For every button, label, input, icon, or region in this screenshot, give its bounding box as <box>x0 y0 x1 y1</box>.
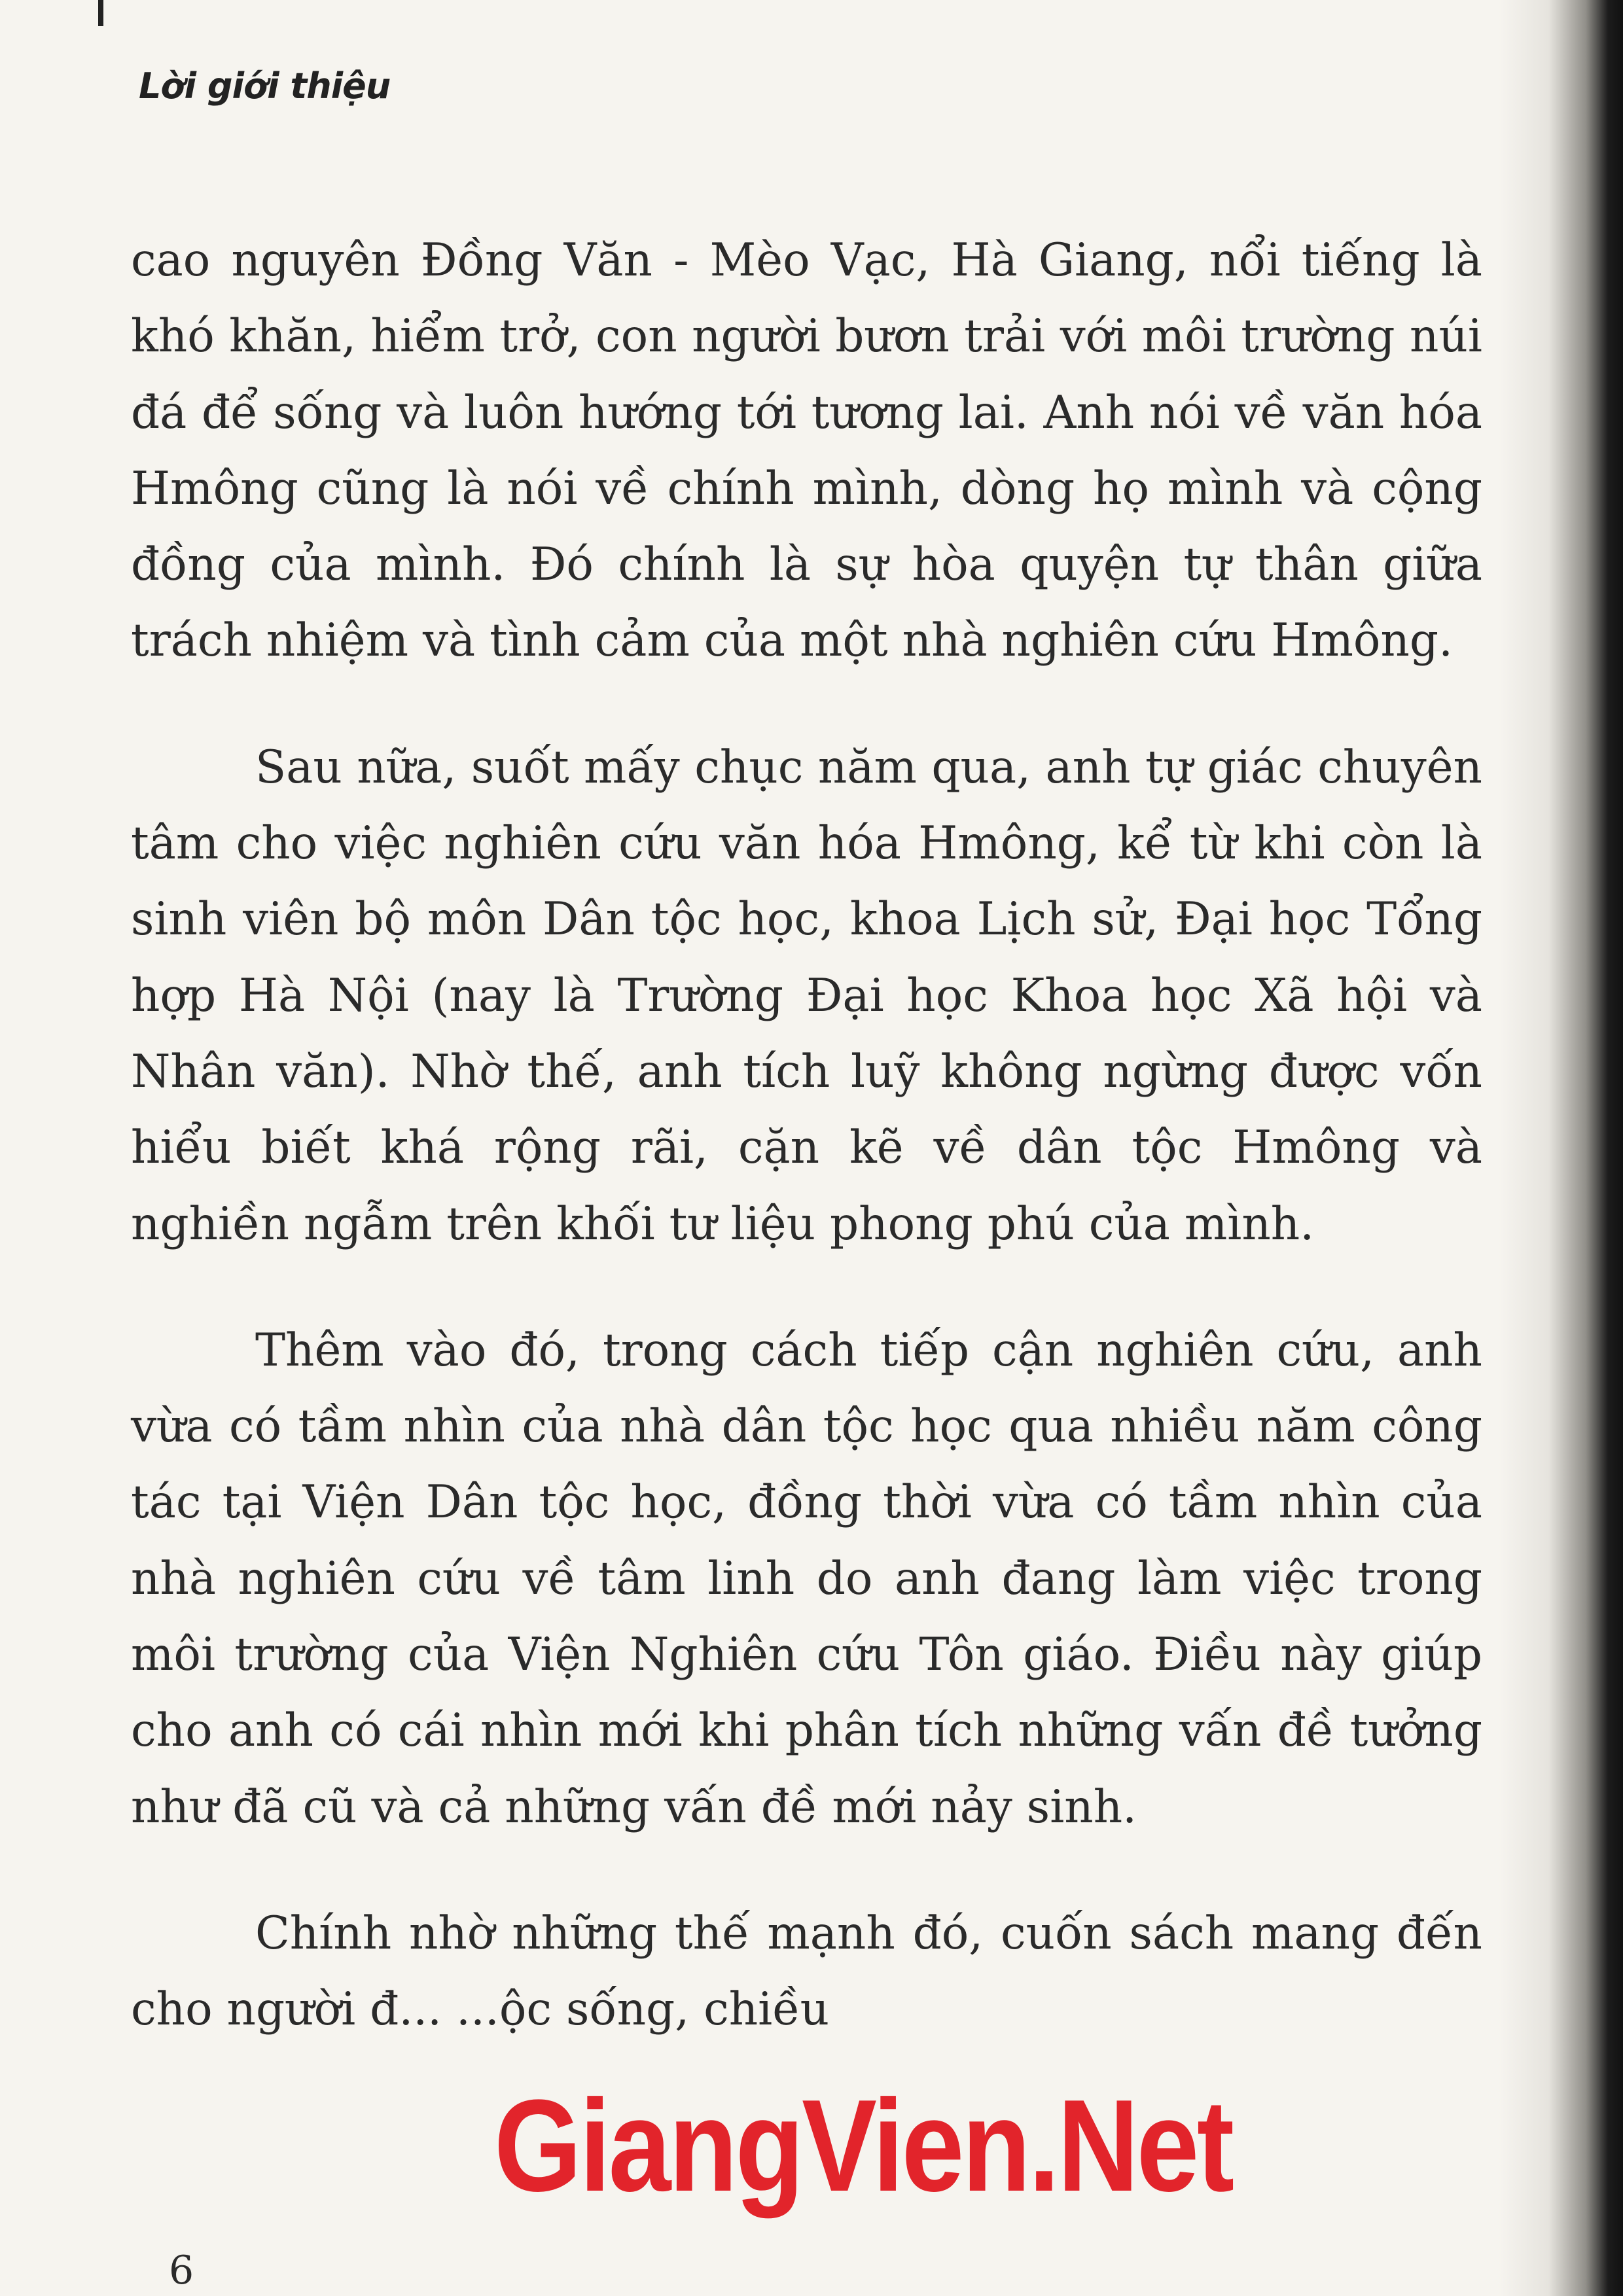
page-number: 6 <box>169 2248 194 2293</box>
paragraph-4: Chính nhờ những thế mạnh đó, cuốn sách mang đến cho người đ... ...ộc sống, chiều <box>131 1907 1482 2036</box>
paragraph-2: Sau nữa, suốt mấy chục năm qua, anh tự giác chuyên tâm cho việc nghiên cứu văn hóa Hmông, kể từ khi còn là sinh viên bộ môn Dân tộc học, khoa Lịch sử, Đại học Tổng hợp Hà Nội (nay là Trường Đại học Khoa học Xã hội và Nhân văn). Nhờ thế, anh tích luỹ không ngừng được vốn hiểu biết khá rộng rãi, cặn kẽ về dân tộc Hmông và nghiền ngẫm trên khối tư liệu phong phú của mình. <box>131 741 1482 1250</box>
paragraph-3: Thêm vào đó, trong cách tiếp cận nghiên cứu, anh vừa có tầm nhìn của nhà dân tộc học qua nhiều năm công tác tại Viện Dân tộc học, đồng thời vừa có tầm nhìn của nhà nghiên cứu về tâm linh do anh đang làm việc trong môi trường của Viện Nghiên cứu Tôn giáo. Điều này giúp cho anh có cái nhìn mới khi phân tích những vấn đề tưởng như đã cũ và cả những vấn đề mới nảy sinh. <box>131 1324 1482 1833</box>
body-text <box>131 222 1482 2048</box>
book-spine-shadow <box>1499 0 1623 2296</box>
scan-edge-mark <box>98 0 103 26</box>
watermark-logo: GiangVien.Net <box>494 2073 1232 2219</box>
paragraph-1: cao nguyên Đồng Văn - Mèo Vạc, Hà Giang, nổi tiếng là khó khăn, hiểm trở, con người bươn trải với môi trường núi đá để sống và luôn hướng tới tương lai. Anh nói về văn hóa Hmông cũng là nói về chính mình, dòng họ mình và cộng đồng của mình. Đó chính là sự hòa quyện tự thân giữa trách nhiệm và tình cảm của một nhà nghiên cứu Hmông. <box>131 234 1482 667</box>
running-head: Lời giới thiệu <box>139 65 391 107</box>
